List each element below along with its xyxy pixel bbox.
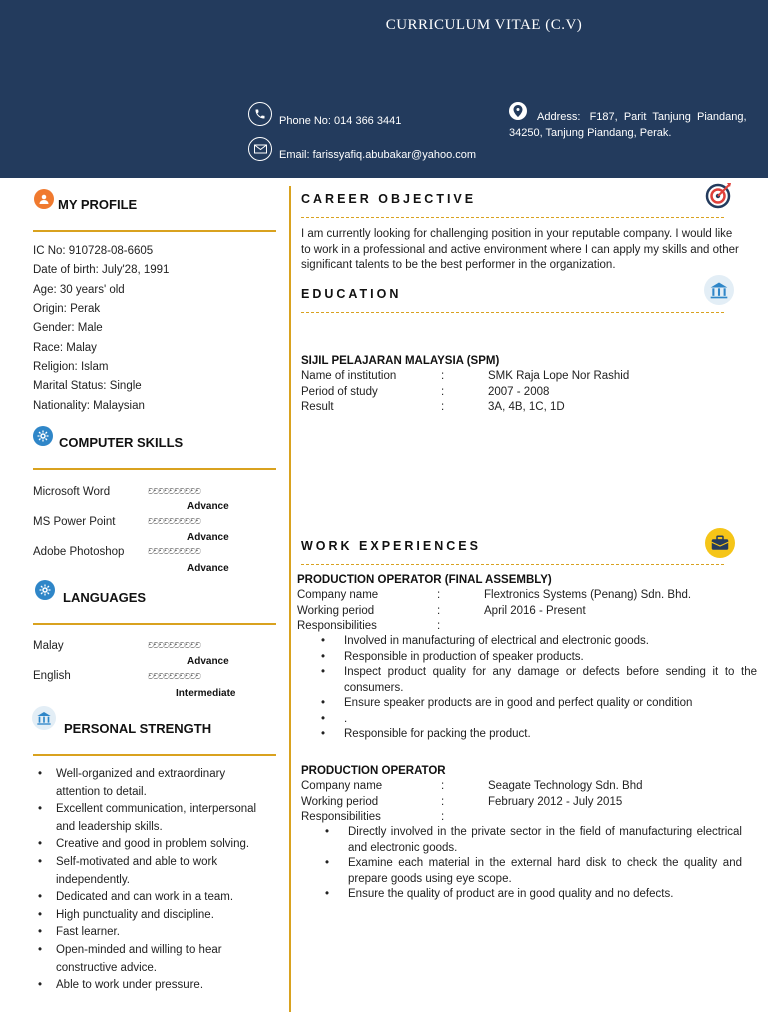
- detail-row: [301, 795, 741, 811]
- list-item: • Excellent communication, interpersonal and leadership skills.: [32, 801, 260, 836]
- list-item: • Able to work under pressure.: [32, 977, 260, 995]
- profile-ic: IC No: 910728-08-6605: [33, 245, 154, 257]
- skill-name: Adobe Photoshop: [33, 546, 125, 558]
- job-title: PRODUCTION OPERATOR: [301, 765, 446, 777]
- profile-marital: Marital Status: Single: [33, 380, 142, 392]
- building-icon: [32, 706, 56, 730]
- detail-sep: :: [441, 385, 445, 398]
- column-divider: [289, 186, 291, 1012]
- strength-heading: PERSONAL STRENGTH: [64, 721, 212, 736]
- detail-row: [297, 604, 737, 620]
- detail-row: [301, 810, 741, 826]
- detail-label: Name of institution: [301, 370, 397, 382]
- detail-sep: :: [441, 370, 445, 382]
- list-item: • .: [297, 712, 757, 728]
- detail-label: Working period: [297, 604, 375, 617]
- list-item: • Creative and good in problem solving.: [32, 836, 260, 854]
- detail-sep: :: [441, 401, 445, 413]
- detail-value: February 2012 - July 2015: [488, 795, 623, 808]
- detail-label: Result: [301, 401, 334, 413]
- skill-level: Advance: [187, 563, 229, 574]
- detail-sep: :: [437, 604, 441, 617]
- phone-icon: [248, 102, 272, 126]
- detail-row: [297, 619, 737, 635]
- institution-icon: [704, 275, 734, 305]
- skill-name: MS Power Point: [33, 516, 116, 528]
- list-item: • Fast learner.: [32, 924, 260, 942]
- detail-value: 2007 - 2008: [488, 385, 550, 398]
- list-item: • Examine each material in the external hard disk to check the quality and prepare goods using eye scope.: [301, 856, 742, 887]
- address-line-1: Address: F187, Parit Tanjung Piandang,: [537, 111, 747, 123]
- language-level: Advance: [187, 656, 229, 667]
- address-line-2: 34250, Tanjung Piandang, Perak.: [509, 127, 672, 139]
- education-details: [301, 369, 741, 416]
- detail-value: 3A, 4B, 1C, 1D: [488, 401, 565, 413]
- profile-icon: [34, 189, 54, 209]
- skill-level: Advance: [187, 501, 229, 512]
- gear-icon: [33, 426, 53, 446]
- list-item: • Dedicated and can work in a team.: [32, 889, 260, 907]
- detail-label: Responsibilities: [297, 620, 377, 632]
- language-rating: වවවවවවවවවව: [148, 672, 201, 681]
- list-item: • Involved in manufacturing of electrical and electronic goods.: [297, 634, 757, 650]
- email-icon: [248, 137, 272, 161]
- list-item: • Responsible in production of speaker products.: [297, 650, 757, 666]
- list-item: • Responsible for packing the product.: [297, 727, 757, 743]
- work-heading: WORK EXPERIENCES: [301, 539, 481, 553]
- briefcase-icon: [705, 528, 735, 558]
- skill-rating: වවවවවවවවවව: [148, 517, 201, 526]
- detail-label: Period of study: [301, 385, 378, 398]
- detail-label: Company name: [297, 589, 379, 601]
- header: [0, 0, 768, 178]
- detail-row: [301, 779, 741, 795]
- skill-rating: වවවවවවවවවව: [148, 487, 201, 496]
- list-item: • Open-minded and willing to hear constructive advice.: [32, 942, 260, 977]
- detail-value: SMK Raja Lope Nor Rashid: [488, 370, 630, 382]
- profile-age: Age: 30 years' old: [33, 284, 125, 296]
- detail-label: Company name: [301, 780, 383, 792]
- detail-sep: :: [441, 780, 445, 792]
- list-item: • Directly involved in the private sector in the field of manufacturing electrical and electronic goods.: [301, 825, 742, 856]
- skill-name: Microsoft Word: [33, 486, 111, 498]
- job-title: PRODUCTION OPERATOR (FINAL ASSEMBLY): [297, 574, 552, 586]
- work-divider: [301, 564, 724, 565]
- language-name: English: [33, 670, 71, 682]
- location-icon: [509, 102, 527, 120]
- list-item: • Ensure the quality of product are in good quality and no defects.: [301, 887, 742, 903]
- profile-divider: [33, 230, 276, 232]
- profile-race: Race: Malay: [33, 342, 97, 354]
- strength-list: [32, 766, 260, 995]
- job-details: [297, 588, 737, 635]
- job-details: [301, 779, 741, 826]
- gear-icon: [35, 580, 55, 600]
- detail-label: Responsibilities: [301, 811, 381, 823]
- detail-label: Working period: [301, 795, 379, 808]
- languages-divider: [33, 623, 276, 625]
- computer-skills-divider: [33, 468, 276, 470]
- profile-religion: Religion: Islam: [33, 361, 109, 373]
- language-rating: වවවවවවවවවව: [148, 641, 201, 650]
- profile-nationality: Nationality: Malaysian: [33, 400, 145, 412]
- job-duties: [297, 634, 757, 743]
- detail-row: [301, 369, 741, 385]
- skill-rating: වවවවවවවවවව: [148, 547, 201, 556]
- education-heading: EDUCATION: [301, 287, 402, 301]
- email-text: Email: farissyafiq.abubakar@yahoo.com: [279, 149, 477, 161]
- list-item: • Self-motivated and able to work independently.: [32, 854, 260, 889]
- education-divider: [301, 312, 724, 313]
- detail-row: [297, 588, 737, 604]
- profile-dob: Date of birth: July'28, 1991: [33, 264, 170, 276]
- list-item: • Inspect product quality for any damage or defects before sending it to the consumers.: [297, 665, 757, 696]
- detail-value: April 2016 - Present: [484, 604, 586, 617]
- profile-gender: Gender: Male: [33, 322, 103, 334]
- skill-level: Advance: [187, 532, 229, 543]
- detail-value: Flextronics Systems (Penang) Sdn. Bhd.: [484, 589, 692, 601]
- job-duties: [301, 825, 742, 903]
- objective-heading: CAREER OBJECTIVE: [301, 192, 477, 206]
- target-icon: [704, 180, 734, 210]
- language-name: Malay: [33, 640, 64, 652]
- detail-sep: :: [441, 811, 445, 823]
- list-item: • Well-organized and extraordinary attention to detail.: [32, 766, 260, 801]
- detail-row: [301, 385, 741, 401]
- list-item: • High punctuality and discipline.: [32, 907, 260, 925]
- detail-sep: :: [441, 795, 445, 808]
- cv-title: CURRICULUM VITAE (C.V): [385, 17, 583, 33]
- objective-text: I am currently looking for challenging position in your reputable company. I would like to work in a professional and active environment where I can apply my skills and other significant talents to be the best performer in the organization.: [301, 228, 739, 271]
- computer-skills-heading: COMPUTER SKILLS: [59, 435, 184, 450]
- language-level: Intermediate: [176, 688, 236, 699]
- objective-divider: [301, 217, 724, 218]
- detail-value: Seagate Technology Sdn. Bhd: [488, 780, 643, 792]
- detail-row: [301, 400, 741, 416]
- list-item: • Ensure speaker products are in good and perfect quality or condition: [297, 696, 757, 712]
- languages-heading: LANGUAGES: [63, 590, 147, 605]
- profile-heading: MY PROFILE: [58, 197, 138, 212]
- detail-sep: :: [437, 620, 441, 632]
- phone-text: Phone No: 014 366 3441: [279, 115, 402, 127]
- profile-origin: Origin: Perak: [33, 303, 101, 315]
- strength-divider: [33, 754, 276, 756]
- detail-sep: :: [437, 589, 441, 601]
- qualification-title: SIJIL PELAJARAN MALAYSIA (SPM): [301, 355, 500, 367]
